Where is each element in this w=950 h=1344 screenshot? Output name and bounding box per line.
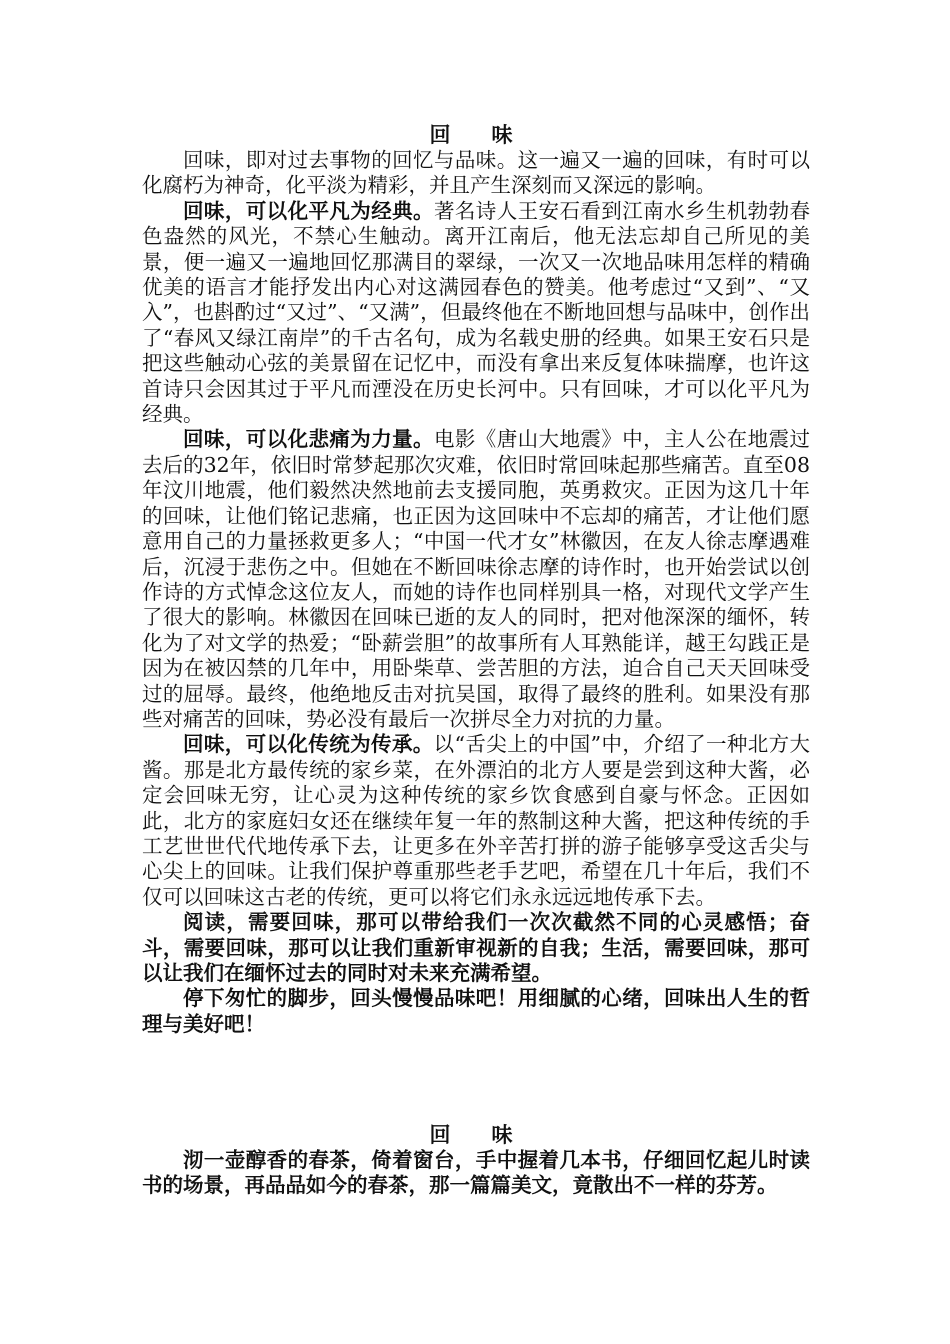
paragraph-4-lead: 回味，可以化传统为传承。 bbox=[183, 732, 434, 757]
essay-1-paragraph-2 bbox=[142, 199, 810, 428]
essay-1-paragraph-4 bbox=[142, 732, 810, 910]
paragraph-3-lead: 回味，可以化悲痛为力量。 bbox=[183, 427, 434, 452]
essay-1-paragraph-3 bbox=[142, 427, 810, 732]
paragraph-4-body: 以“舌尖上的中国”中，介绍了一种北方大酱。那是北方最传统的家乡菜，在外漂泊的北方人要是尝到这种大酱，必定会回味无穷，让心灵为这种传统的家乡饮食感到自豪与怀念。正因如此，北方的家庭妇女还在继续年复一年的熬制这种大酱，把这种传统的手工艺世世代代地传承下去，让更多在外辛苦打拼的游子能够享受这舌尖与心尖上的回味。让我们保护尊重那些老手艺吧，希望在几十年后，我们不仅可以回味这古老的传统，更可以将它们永永远远地传承下去。 bbox=[142, 732, 811, 909]
paragraph-2-body: 著名诗人王安石看到江南水乡生机勃勃春色盎然的风光，不禁心生触动。离开江南后，他无法忘却自己所见的美景，便一遍又一遍地回忆那满目的翠绿，一次又一次地品味用怎样的精确优美的语言才能抒发出内心对这满园春色的赞美。他考虑过“又到”、“又入”，也斟酌过“又过”、“又满”，但最终他在不断地回想与品味中，创作出了“春风又绿江南岸”的千古名句，成为名载史册的经典。如果王安石只是把这些触动心弦的美景留在记忆中，而没有拿出来反复体味揣摩，也许这首诗只会因其过于平凡而湮没在历史长河中。只有回味，才可以化平凡为经典。 bbox=[142, 198, 811, 427]
paragraph-3-body: 电影《唐山大地震》中，主人公在地震过去后的32年，依旧时常梦起那次灾难，依旧时常回味起那些痛苦。直至08年汶川地震，他们毅然决然地前去支援同胞，英勇救灾。正因为这几十年的回味，让他们铭记悲痛，也正因为这回味中不忘却的痛苦，才让他们愿意用自己的力量拯救更多人；“中国一代才女”林徽因，在友人徐志摩遇难后，沉浸于悲伤之中。但她在不断回味徐志摩的诗作时，也开始尝试以创作诗的方式悼念这位友人，而她的诗作也同样别具一格，对现代文学产生了很大的影响。林徽因在回味已逝的友人的同时，把对他深深的缅怀，转化为了对文学的热爱；“卧薪尝胆”的故事所有人耳熟能详，越王勾践正是因为在被囚禁的几年中，用卧柴草、尝苦胆的方法，迫合自己天天回味受过的屈辱。最终，他绝地反击对抗吴国，取得了最终的胜利。如果没有那些对痛苦的回味，势必没有最后一次拼尽全力对抗的力量。 bbox=[142, 427, 811, 731]
paragraph-2-lead: 回味，可以化平凡为经典。 bbox=[183, 198, 434, 223]
essay-1 bbox=[142, 122, 810, 1037]
essay-2 bbox=[142, 1122, 810, 1199]
essay-1-paragraph-6: 停下匆忙的脚步，回头慢慢品味吧！用细腻的心绪，回味出人生的哲理与美好吧！ bbox=[142, 986, 810, 1036]
essay-2-paragraph-1: 沏一壶醇香的春茶，倚着窗台，手中握着几本书，仔细回忆起儿时读书的场景，再品品如今的春茶，那一篇篇美文，竟散出不一样的芬芳。 bbox=[142, 1148, 810, 1198]
essay-1-title: 回 味 bbox=[429, 122, 523, 147]
essay-1-paragraph-5: 阅读，需要回味，那可以带给我们一次次截然不同的心灵感悟；奋斗，需要回味，那可以让我们重新审视新的自我；生活，需要回味，那可以让我们在缅怀过去的同时对未来充满希望。 bbox=[142, 910, 810, 985]
essay-2-title: 回 味 bbox=[429, 1122, 523, 1147]
essay-1-paragraph-1: 回味，即对过去事物的回忆与品味。这一遍又一遍的回味，有时可以化腐朽为神奇，化平淡为精彩，并且产生深刻而又深远的影响。 bbox=[142, 148, 810, 198]
